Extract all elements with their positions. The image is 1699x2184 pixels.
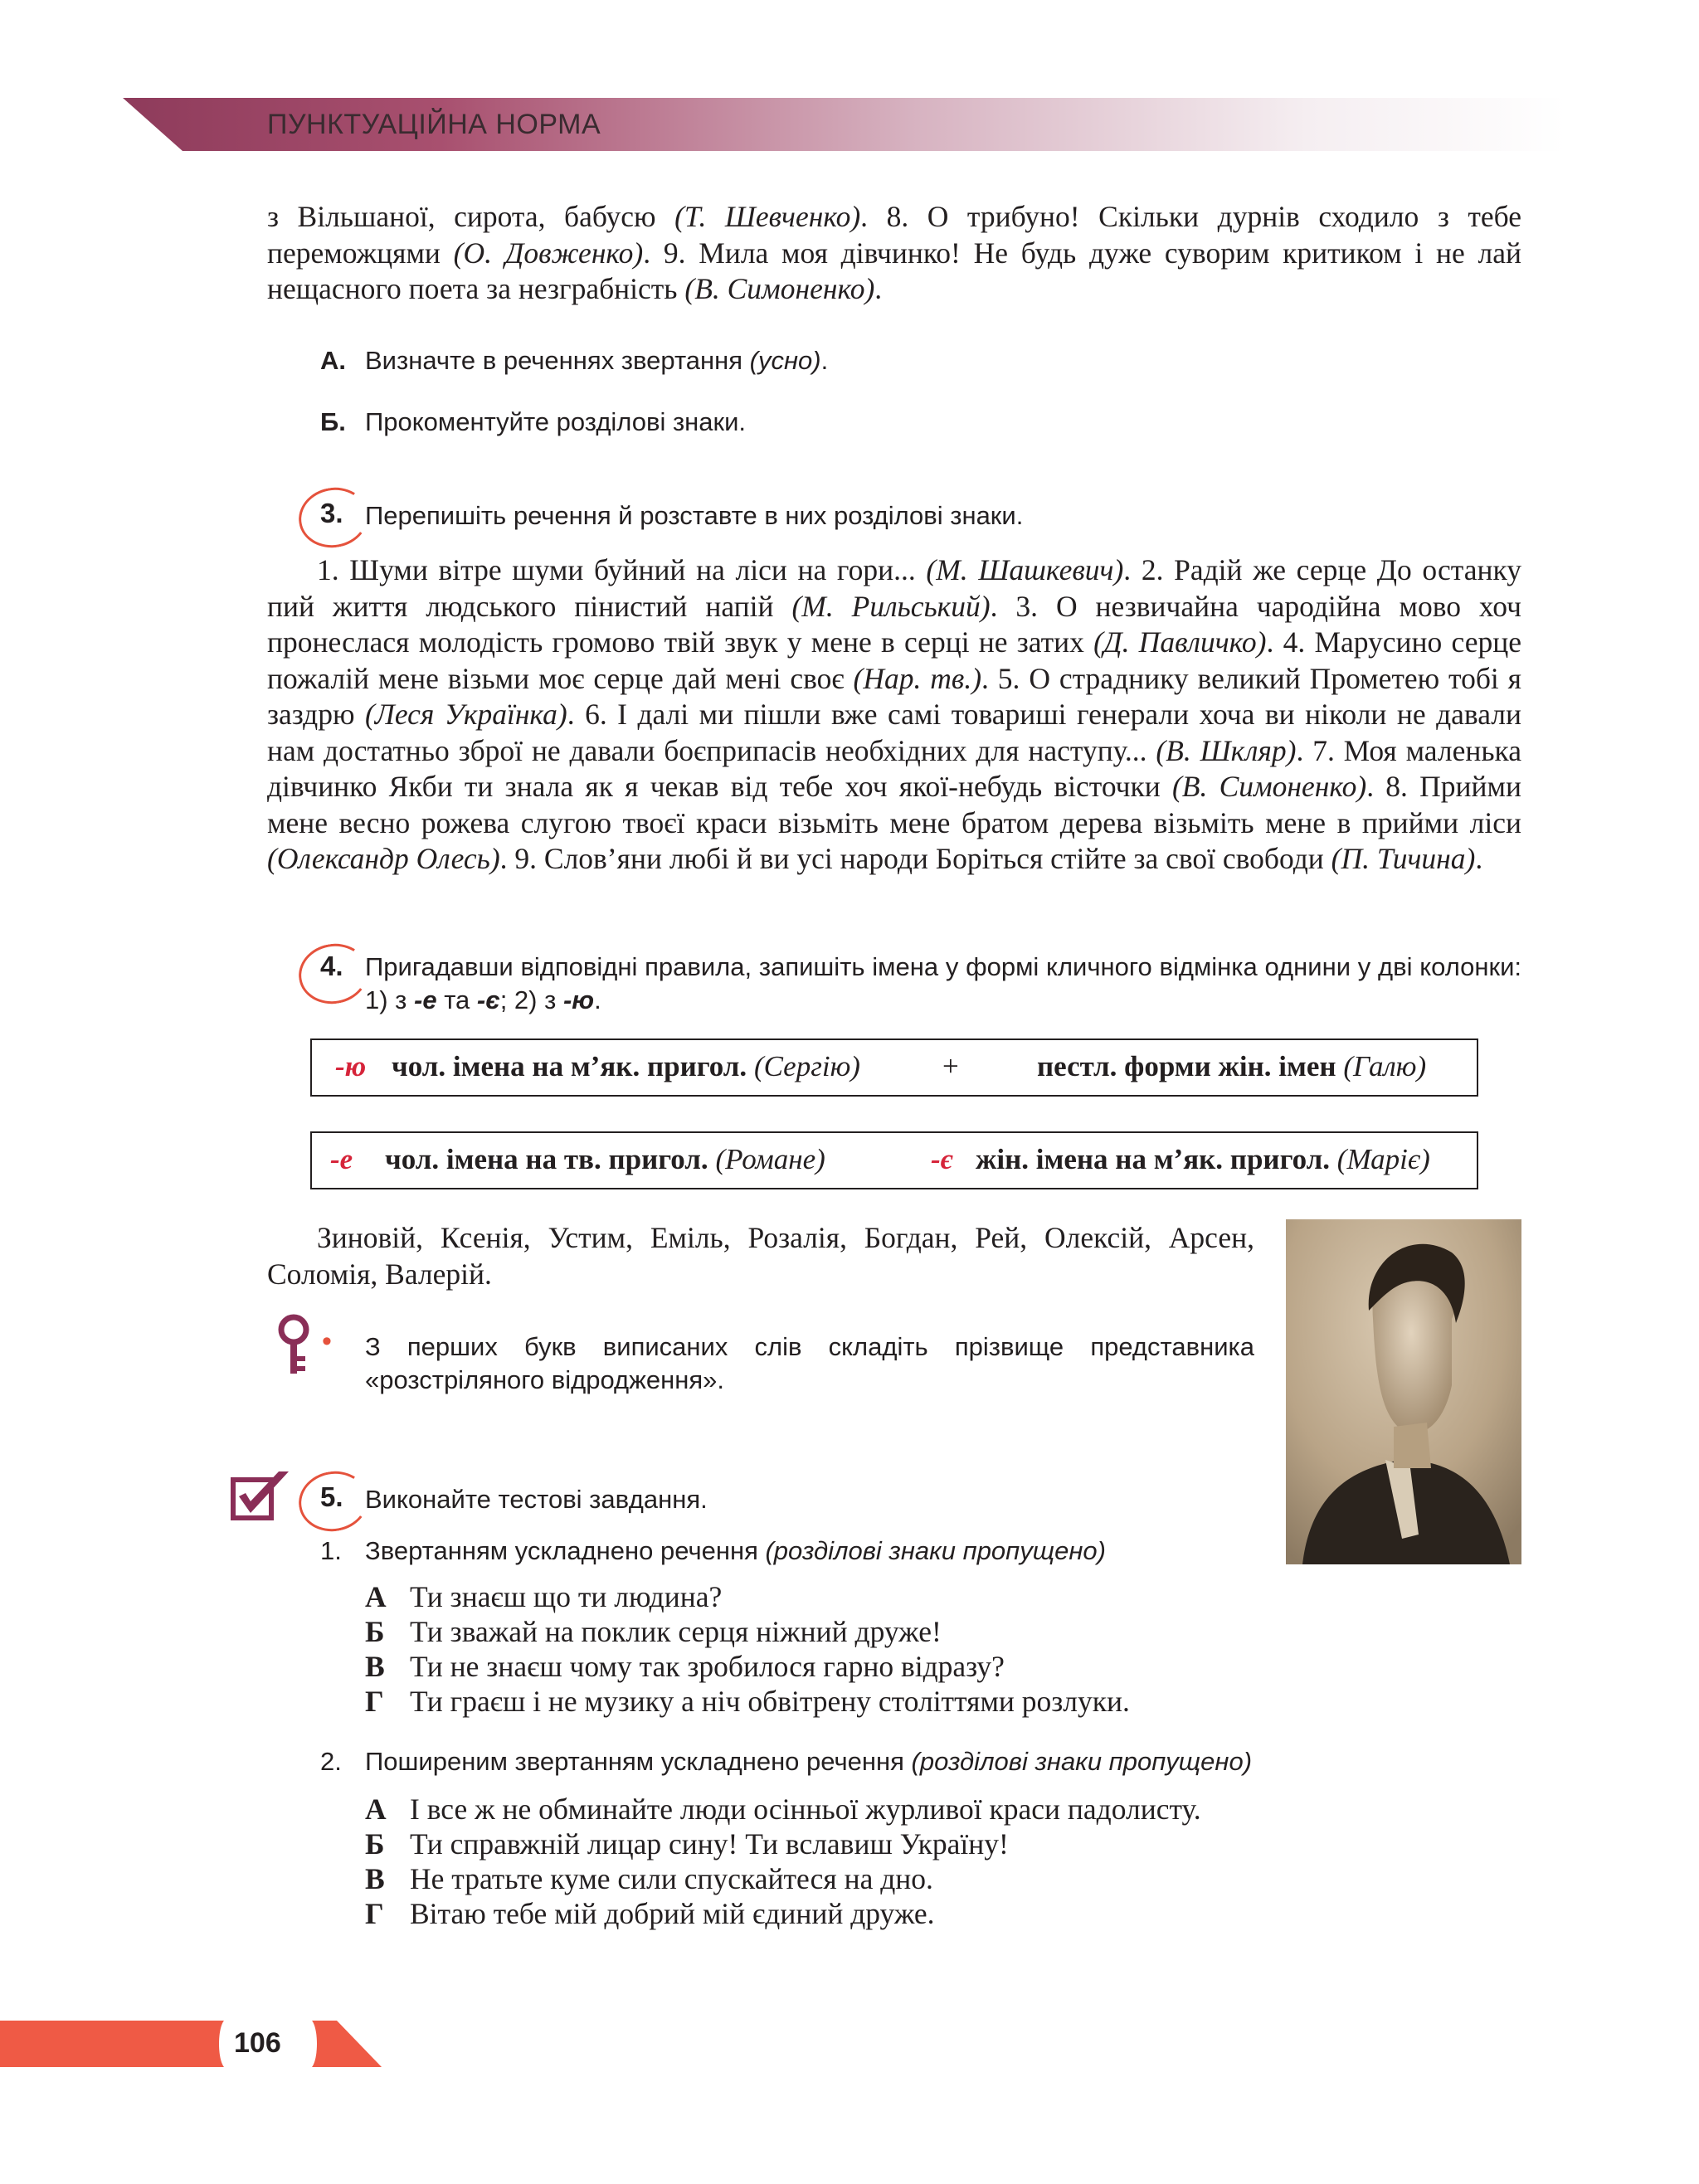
sentence-text: .: [1475, 842, 1483, 875]
suffix-ye: -є: [476, 985, 500, 1014]
rule-text: пестл. форми жін. імен: [1037, 1050, 1344, 1082]
rule-right: [976, 1143, 1430, 1176]
rule-example: (Галю): [1343, 1050, 1427, 1082]
sentence-text: . 5. О страднику великий Прометею тобі я заздрю: [267, 661, 1521, 731]
option-letter: В: [365, 1862, 385, 1895]
author-citation: (М. Шашкевич): [926, 553, 1124, 586]
exercise-instruction: [365, 951, 1521, 1017]
portrait-photo: [1286, 1219, 1521, 1564]
text-segment: . 8. О трибуно! Скільки дурнів сходило з тебе переможцями: [267, 200, 1521, 270]
option-letter: Б: [365, 1615, 385, 1648]
author-citation: (Леся Українка): [364, 698, 567, 731]
author-citation: (Нар. тв.): [853, 661, 982, 695]
sentence-text: . 3. О незвичайна чародійна мово хоч пронеслася молодість громово твій звук у мене в серці не затих: [267, 589, 1521, 659]
question-note: (розділові знаки пропущено): [911, 1747, 1253, 1776]
task-note: (усно): [749, 346, 821, 375]
option-b[interactable]: [365, 1826, 1009, 1861]
option-letter: Б: [365, 1827, 385, 1861]
option-text: Ти граєш і не музику а ніч обвітрену століттями розлуки.: [410, 1685, 1130, 1718]
checkbox-icon: [231, 1468, 294, 1523]
question-text: Звертанням ускладнено речення: [365, 1536, 766, 1565]
sentence-text: . 4. Марусино серце пожалій мене візьми моє серце дай мені своє: [267, 625, 1521, 695]
exercise3-sentences: [267, 552, 1521, 878]
sentence-text: . 6. І далі ми пішли вже самі товариші генерали хоча ви ніколи не давали нам достатньо зброї не давали боєприпасів необхідних для наступу...: [267, 698, 1521, 767]
author-citation: (Олександр Олесь): [267, 842, 500, 875]
question-1: [320, 1535, 1106, 1568]
question-number: 2.: [320, 1747, 342, 1776]
task-text: Визначте в реченнях звертання: [365, 346, 750, 375]
question-number: 1.: [320, 1536, 342, 1565]
option-text: Ти не знаєш чому так зробилося гарно відразу?: [410, 1650, 1005, 1683]
author-citation: (В. Симоненко): [684, 272, 875, 305]
option-letter: А: [365, 1580, 387, 1613]
plus-sign: +: [942, 1050, 959, 1082]
page-number: 106: [234, 2027, 281, 2059]
instruction-text: Пригадавши відповідні правила, запишіть імена у формі кличного відмінка однини у дві колонки: 1) з: [365, 952, 1521, 1014]
option-a[interactable]: [365, 1792, 1201, 1826]
sentence-text: . 8. Прийми мене весно рожева слугою твоєї краси візьміть мене братом дерева візьміть мене в прийми ліси: [267, 770, 1521, 839]
rule-right: [1037, 1050, 1426, 1083]
option-text: Ти знаєш що ти людина?: [410, 1580, 723, 1613]
suffix-label: -е: [330, 1143, 353, 1175]
suffix-label: -ю: [335, 1050, 367, 1082]
option-text: Вітаю тебе мій добрий мій єдиний друже.: [410, 1897, 935, 1930]
author-citation: (В. Симоненко): [1171, 770, 1367, 803]
option-letter: А: [365, 1792, 387, 1826]
sentence-text: . 7. Моя маленька дівчинко Якби ти знала як я чекав від тебе хоч якої-небудь вісточки: [267, 733, 1521, 803]
instruction-text: ; 2) з: [499, 985, 563, 1014]
text-segment: . 9. Мила моя дівчинко! Не будь дуже суворим критиком і не лай нещасного поета за незграбність: [267, 236, 1521, 305]
author-citation: (П. Тичина): [1331, 842, 1476, 875]
sentence-text: . 2. Радій же серце До останку пий життя людського пінистий напій: [267, 553, 1522, 623]
option-letter: Г: [365, 1685, 384, 1718]
rule-box-yu: [310, 1038, 1478, 1097]
sentence-text: 1. Шуми вітре шуми буйний на ліси на гори...: [317, 553, 927, 586]
exercise-number: 5.: [320, 1481, 343, 1512]
author-citation: (О. Довженко): [453, 236, 644, 270]
task-text: Прокоментуйте розділові знаки.: [365, 407, 747, 436]
exercise-instruction: Виконайте тестові завдання.: [365, 1485, 708, 1514]
rule-left: [385, 1143, 825, 1176]
question-text: Поширеним звертанням ускладнено речення: [365, 1747, 912, 1776]
option-text: Не тратьте куме сили спускайтеся на дно.: [410, 1862, 933, 1895]
names-list: Зиновій, Ксенія, Устим, Еміль, Розалія, Богдан, Рей, Олексій, Арсен, Соломія, Валерій.: [267, 1221, 1254, 1291]
rule-box-e: [310, 1131, 1478, 1189]
option-text: Ти справжній лицар сину! Ти вславиш Україну!: [410, 1827, 1009, 1861]
intro-paragraph: [267, 199, 1521, 308]
instruction-text: та: [436, 985, 477, 1014]
text-segment: з Вільшаної, сирота, бабусю: [267, 200, 675, 233]
author-citation: (В. Шкляр): [1156, 733, 1297, 767]
option-text: Ти зважай на поклик серця ніжний друже!: [410, 1615, 942, 1648]
task-a: [320, 344, 828, 377]
suffix-yu: -ю: [562, 985, 595, 1014]
instruction-text: .: [594, 985, 601, 1014]
author-citation: (Т. Шевченко): [674, 200, 861, 233]
rule-example: (Маріє): [1336, 1143, 1430, 1175]
option-b[interactable]: [365, 1614, 942, 1649]
rule-text: жін. імена на м’як. пригол.: [976, 1143, 1337, 1175]
exercise-number: 3.: [320, 498, 343, 528]
task-b: [320, 406, 746, 439]
option-h[interactable]: [365, 1684, 1130, 1719]
rule-example: (Сергію): [753, 1050, 860, 1082]
page-section-title: ПУНКТУАЦІЙНА НОРМА: [267, 109, 601, 140]
question-note: (розділові знаки пропущено): [765, 1536, 1106, 1565]
bullet: •: [322, 1325, 332, 1357]
option-letter: Г: [365, 1897, 384, 1930]
question-2: [320, 1745, 1252, 1778]
rule-example: (Романе): [715, 1143, 825, 1175]
author-citation: (Д. Павличко): [1093, 625, 1267, 659]
text-segment: .: [874, 272, 883, 305]
rule-text: чол. імена на тв. пригол.: [385, 1143, 716, 1175]
key-icon: [274, 1313, 314, 1376]
option-v[interactable]: [365, 1861, 933, 1896]
rule-text: чол. імена на м’як. пригол.: [392, 1050, 754, 1082]
option-v[interactable]: [365, 1649, 1005, 1684]
task-letter: А.: [320, 346, 346, 375]
option-h[interactable]: [365, 1896, 935, 1931]
author-citation: (М. Рильський): [791, 589, 991, 623]
exercise-number: 4.: [320, 951, 343, 981]
option-a[interactable]: [365, 1579, 722, 1614]
option-letter: В: [365, 1650, 385, 1683]
key-task: З перших букв виписаних слів складіть прізвище представника «розстріляного відродження».: [365, 1332, 1254, 1394]
task-letter: Б.: [320, 407, 346, 436]
exercise-instruction: Перепишіть речення й розставте в них розділові знаки.: [365, 501, 1024, 530]
sentence-text: . 9. Слов’яни любі й ви усі народи Боріться стійте за свої свободи: [499, 842, 1331, 875]
suffix-label: -є: [931, 1143, 953, 1175]
rule-left: [392, 1050, 860, 1083]
suffix-e: -е: [414, 985, 437, 1014]
option-text: І все ж не обминайте люди осінньої журливої краси падолисту.: [410, 1792, 1201, 1826]
page-tab: [0, 2021, 382, 2067]
task-end: .: [820, 346, 829, 375]
